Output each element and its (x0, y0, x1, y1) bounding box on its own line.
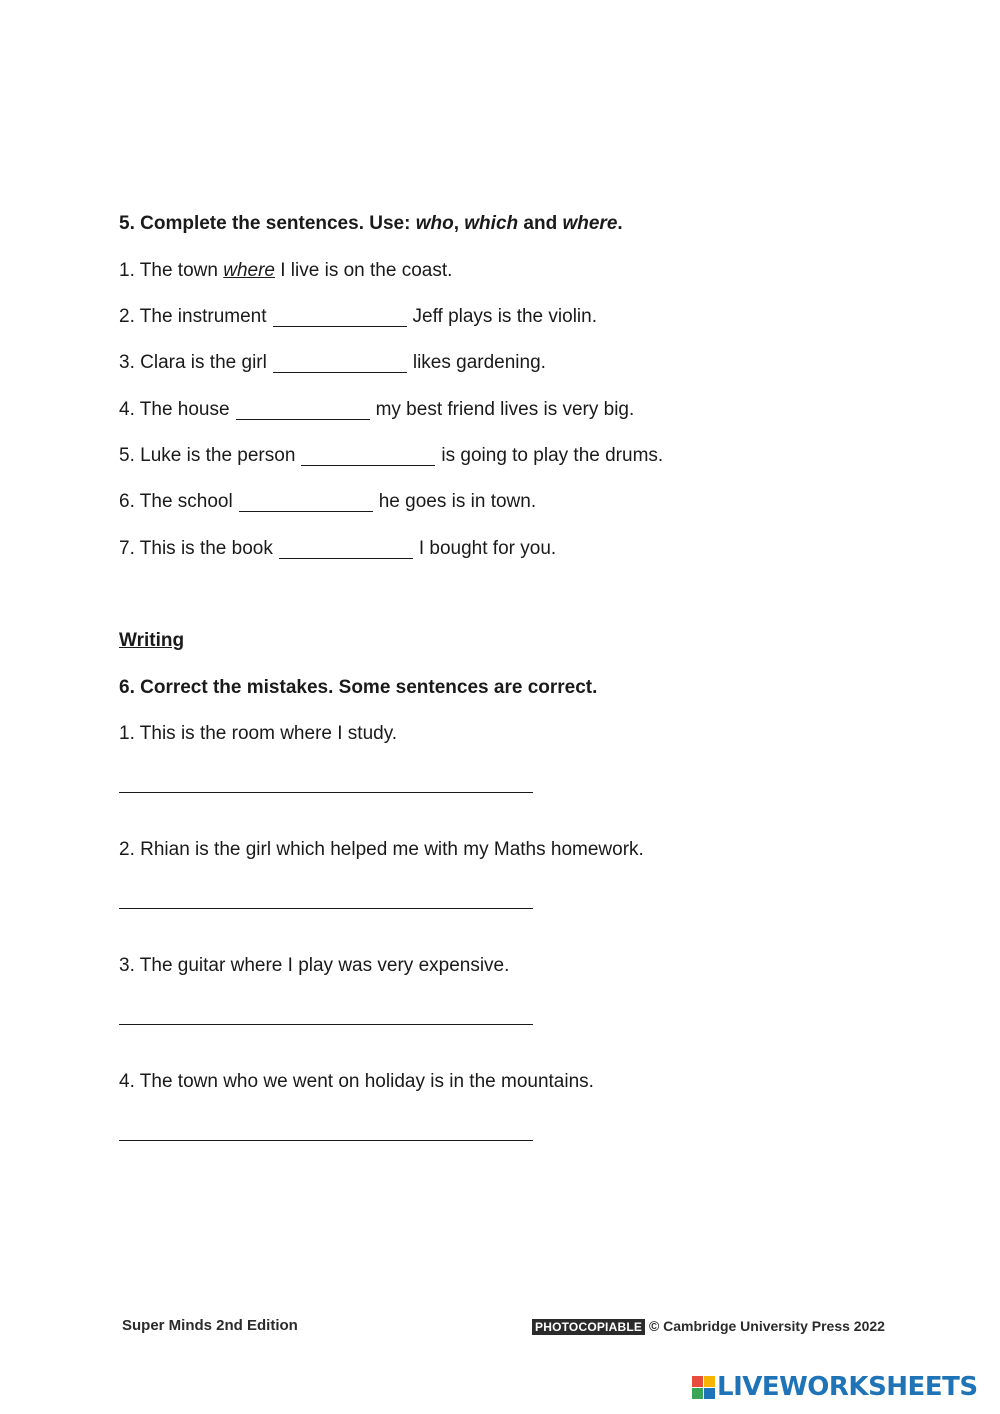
logo-square-blue (704, 1388, 715, 1399)
photocopiable-badge: PHOTOCOPIABLE (532, 1319, 645, 1335)
correction-answer-2[interactable] (119, 886, 533, 909)
item-text-before: 7. This is the book (119, 538, 273, 559)
item-text-after: my best friend lives is very big. (375, 399, 635, 420)
example-answer: where (223, 260, 275, 281)
blank-input-2[interactable] (273, 308, 407, 327)
example-sentence (119, 259, 452, 283)
heading-end: . (617, 213, 623, 234)
correction-sentence-2: 2. Rhian is the girl which helped me with my Maths homework. (119, 839, 644, 860)
item-text-before: 3. Clara is the girl (119, 352, 267, 373)
heading-prefix: 5. Complete the sentences. Use: (119, 213, 416, 234)
item-text-after: he goes is in town. (378, 491, 537, 512)
writing-section-title: Writing (119, 630, 185, 651)
correction-answer-3[interactable] (119, 1002, 533, 1025)
correction-sentence-3: 3. The guitar where I play was very expensive. (119, 955, 510, 976)
keyword-which: which (464, 213, 519, 234)
gap-item-2 (119, 305, 597, 329)
gap-item-7 (119, 537, 556, 561)
heading-separator: and (518, 213, 563, 234)
example-after: I live is on the coast. (274, 260, 453, 281)
correction-sentence-1: 1. This is the room where I study. (119, 723, 398, 744)
liveworksheets-brand[interactable] (692, 1372, 978, 1402)
gap-item-5 (119, 444, 663, 468)
correction-sentence-4: 4. The town who we went on holiday is in the mountains. (119, 1071, 594, 1092)
gap-item-6 (119, 490, 536, 514)
footer-copyright-block (532, 1318, 885, 1334)
item-text-before: 6. The school (119, 491, 233, 512)
item-text-before: 4. The house (119, 399, 230, 420)
copyright-text: © Cambridge University Press 2022 (648, 1318, 885, 1334)
liveworksheets-logo-icon (692, 1376, 714, 1398)
logo-square-yellow (704, 1376, 715, 1387)
blank-input-3[interactable] (273, 354, 407, 373)
gap-item-3 (119, 351, 546, 375)
gap-item-4 (119, 398, 634, 422)
logo-square-green (692, 1388, 703, 1399)
blank-input-6[interactable] (239, 493, 373, 512)
item-text-after: Jeff plays is the violin. (412, 306, 597, 327)
footer-book-title: Super Minds 2nd Edition (122, 1317, 298, 1334)
example-before: 1. The town (119, 260, 224, 281)
blank-input-5[interactable] (301, 447, 435, 466)
heading-separator: , (453, 213, 465, 234)
blank-input-4[interactable] (236, 401, 370, 420)
blank-input-7[interactable] (279, 540, 413, 559)
logo-square-red (692, 1376, 703, 1387)
correction-answer-1[interactable] (119, 770, 533, 793)
correction-answer-4[interactable] (119, 1118, 533, 1141)
item-text-after: is going to play the drums. (441, 445, 664, 466)
exercise-5-heading (119, 212, 623, 236)
keyword-who: who (415, 213, 454, 234)
exercise-6-heading: 6. Correct the mistakes. Some sentences are correct. (119, 677, 598, 698)
item-text-after: likes gardening. (412, 352, 546, 373)
item-text-after: I bought for you. (418, 538, 557, 559)
keyword-where: where (562, 213, 618, 234)
item-text-before: 2. The instrument (119, 306, 267, 327)
item-text-before: 5. Luke is the person (119, 445, 296, 466)
liveworksheets-wordmark: LIVEWORKSHEETS (717, 1372, 978, 1402)
